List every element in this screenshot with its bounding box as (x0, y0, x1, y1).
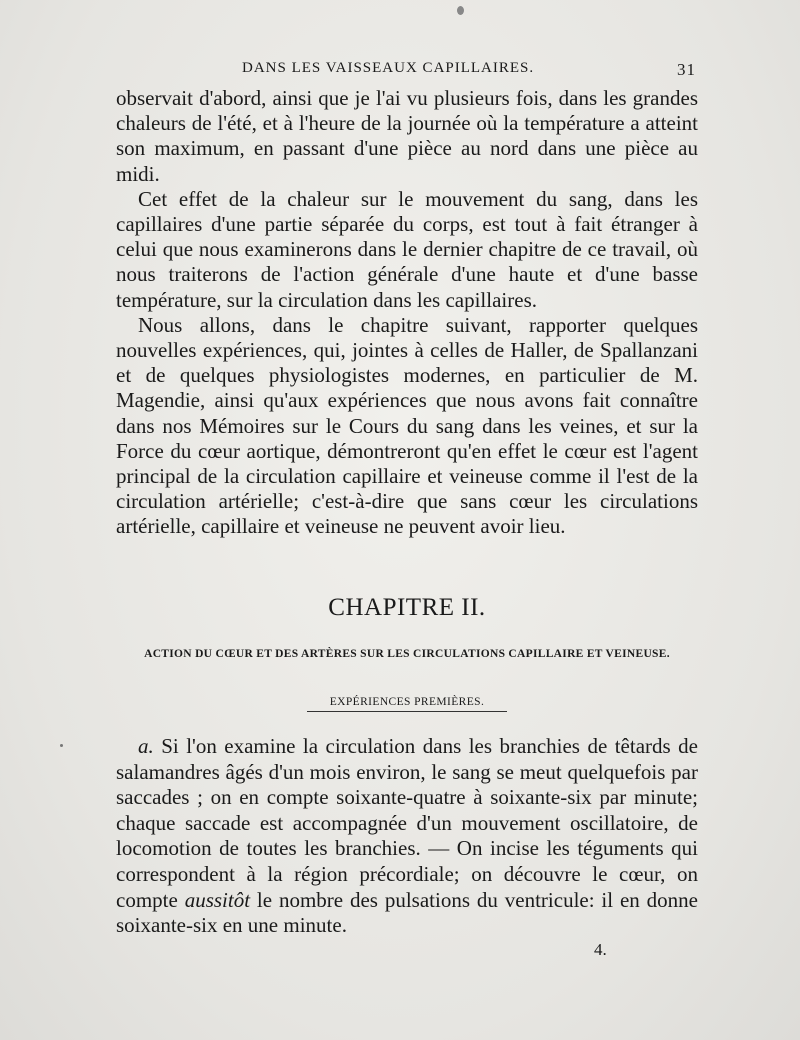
ink-speck (60, 744, 63, 747)
paragraph: Cet effet de la chaleur sur le mouvement du sang, dans les capillaires d'une partie séparée du corps, est tout à fait étranger à celui que nous examinerons dans le dernier chapitre de ce travail, où nous traiterons de l'action générale d'une haute et d'une basse température, sur la circulation dans les capillaires. (116, 186, 698, 312)
signature-mark: 4. (594, 940, 607, 959)
emphasis: aussitôt (184, 887, 251, 912)
section-heading: EXPÉRIENCES PREMIÈRES. (116, 696, 698, 712)
paragraph: observait d'abord, ainsi que je l'ai vu plusieurs fois, dans les grandes chaleurs de l'été, et à l'heure de la journée où la température a atteint son maximum, en passant d'une pièce au nord dans une pièce au midi. (116, 86, 698, 186)
page-number: 31 (677, 60, 696, 79)
chapter-subtitle: ACTION DU CŒUR ET DES ARTÈRES SUR LES CIRCULATIONS CAPILLAIRE ET VEINEUSE. (144, 648, 670, 660)
main-text (116, 86, 698, 540)
text-segment: Si l'on examine la circulation dans les branchies de têtards de salamandres âgés d'un mois environ, le sang se meut quelquefois par saccades ; on en compte soixante-quatre à soixante-six par minute; chaque saccade est accompagnée d'un mouvement oscillatoire, de locomotion de toutes les branchies. — On incise les téguments qui correspondent à la région précordiale; on découvre le cœur, on compte (116, 734, 698, 912)
ink-blot (457, 6, 464, 15)
chapter-title: CHAPITRE II. (328, 594, 486, 621)
item-marker: a. (138, 734, 154, 758)
running-head-title: DANS LES VAISSEAUX CAPILLAIRES. (242, 60, 535, 76)
experiment-text (116, 734, 698, 939)
paragraph (116, 734, 698, 939)
paragraph: Nous allons, dans le chapitre suivant, rapporter quelques nouvelles expériences, qui, jointes à celles de Haller, de Spallanzani et de quelques physiologistes modernes, en particulier de M. Magendie, ainsi qu'aux expériences que nous avons fait connaître dans nos Mémoires sur le Cours du sang dans les veines, et sur la Force du cœur aortique, démontreront qu'en effet le cœur est l'agent principal de la circulation capillaire et veineuse comme il l'est de la circulation artérielle; c'est-à-dire que sans cœur les circulations artérielle, capillaire et veineuse ne peuvent avoir lieu. (116, 312, 698, 539)
text-segment: le nombre des pulsations du ventricule: il en donne soixante-six en une minute. (116, 887, 698, 938)
